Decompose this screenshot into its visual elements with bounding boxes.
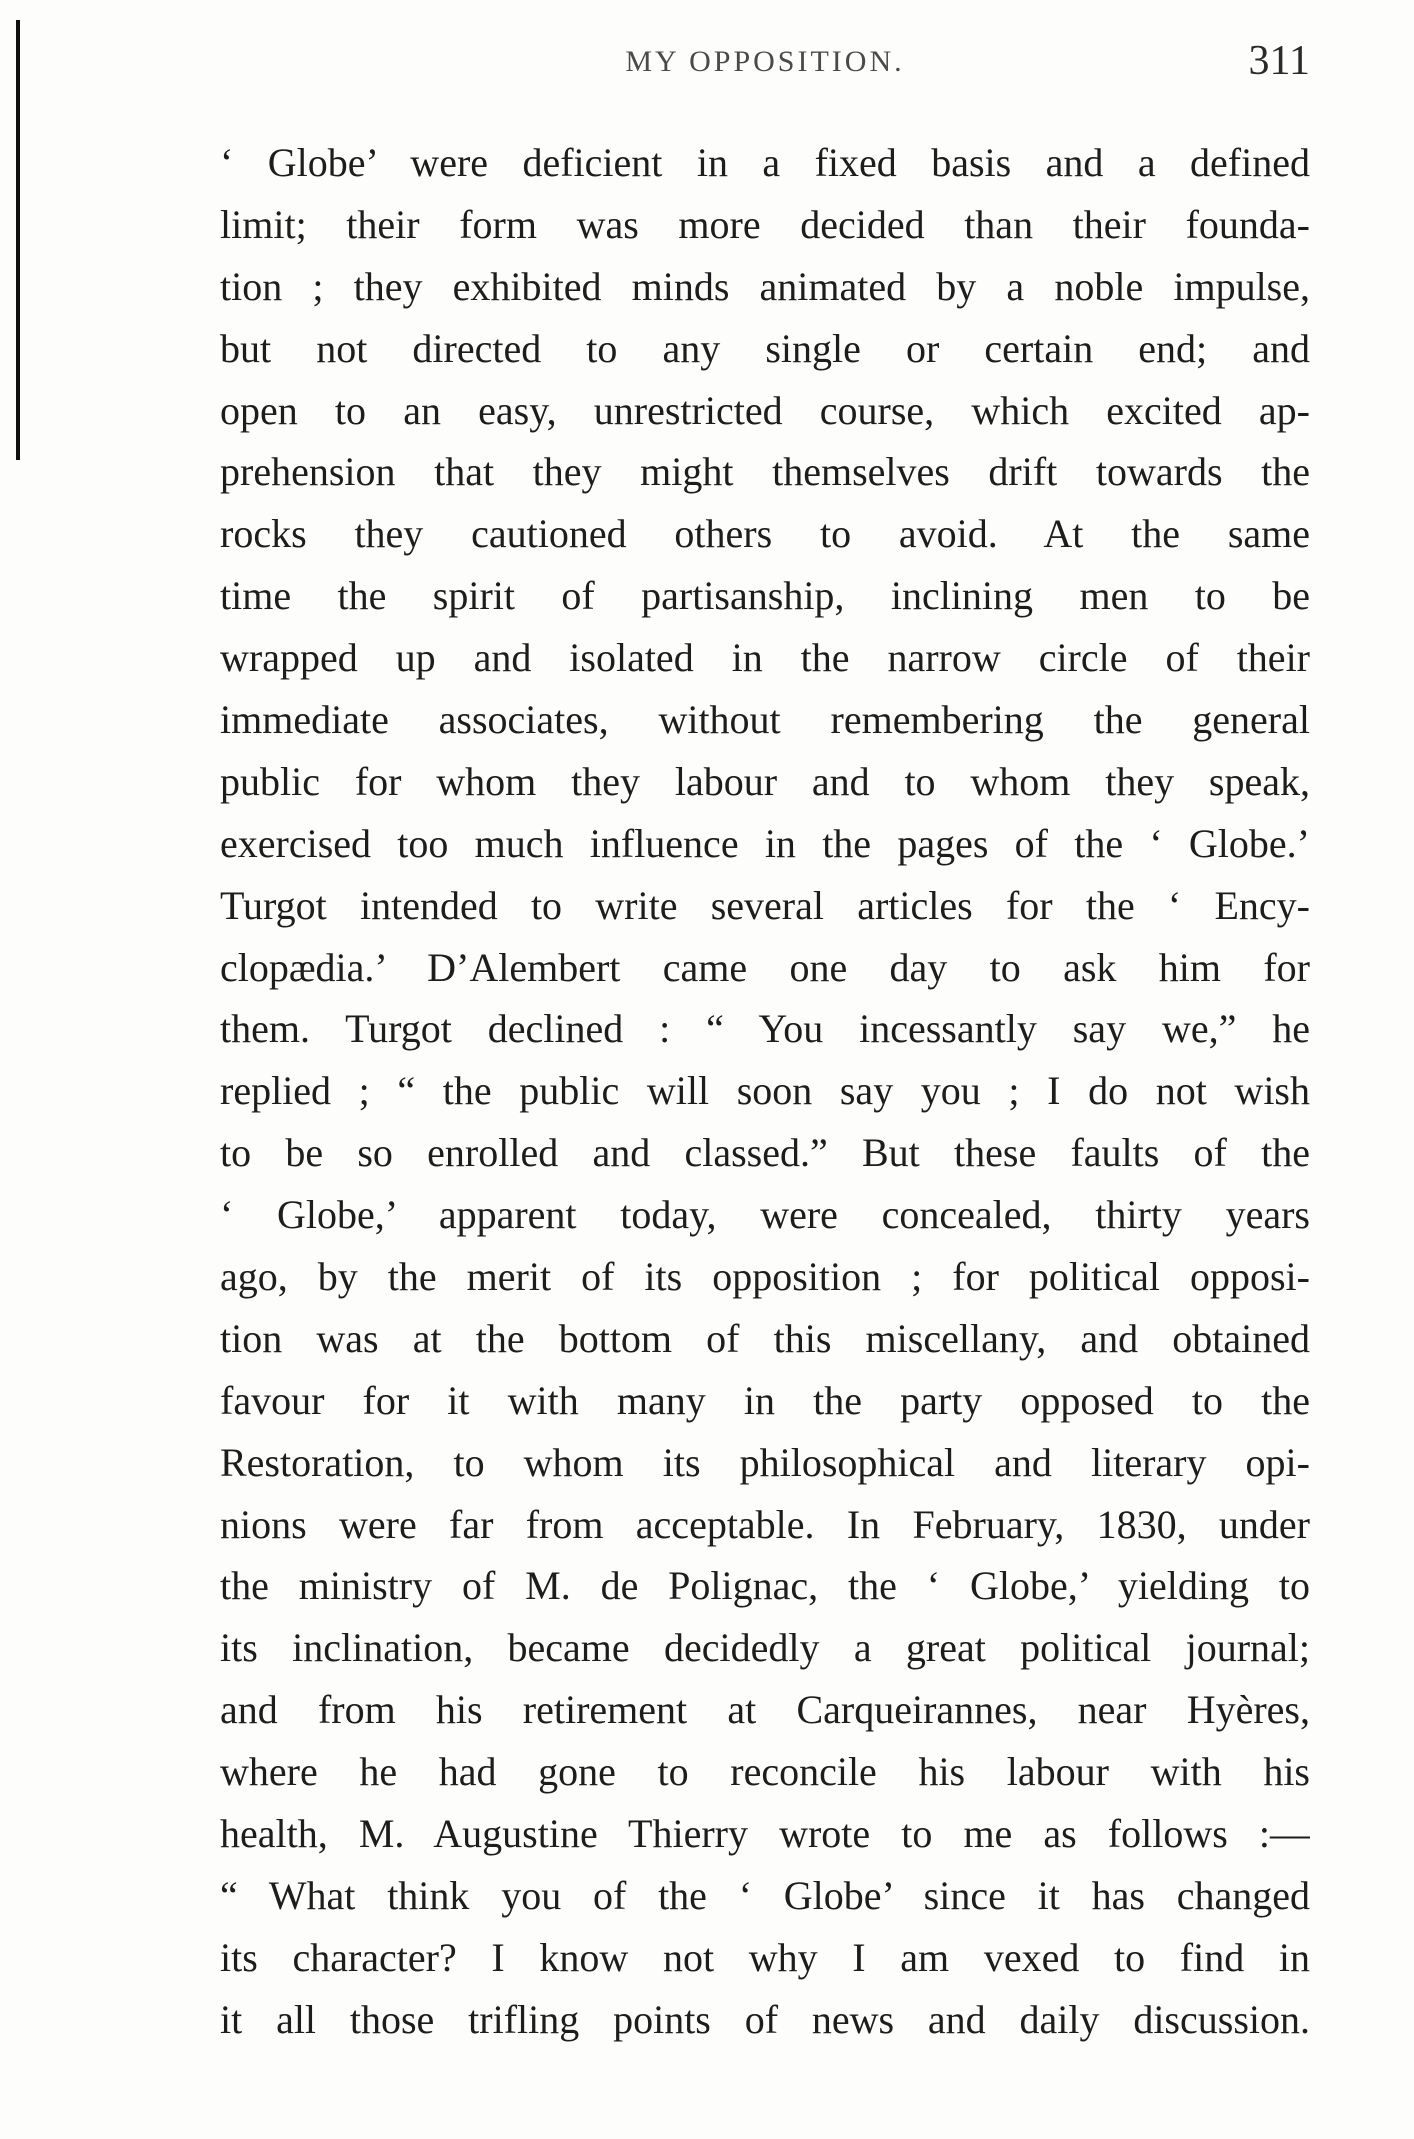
text-line: tion ; they exhibited minds animated by a noble impulse, [220, 263, 1310, 309]
text-line: exercised too much influence in the pages of the ‘ Globe.’ [220, 820, 1310, 866]
text-line: wrapped up and isolated in the narrow circle of their [220, 635, 1310, 681]
text-line: but not directed to any single or certain end; and [220, 325, 1310, 371]
text-line: the ministry of M. de Polignac, the ‘ Globe,’ yielding to [220, 1563, 1310, 1609]
text-line: ‘ Globe,’ apparent today, were concealed, thirty years [220, 1192, 1310, 1238]
text-line: Turgot intended to write several articles for the ‘ Ency- [220, 882, 1310, 928]
text-line: ‘ Globe’ were deficient in a fixed basis and a defined [220, 140, 1310, 185]
text-line: clopædia.’ D’Alembert came one day to ask him for [220, 944, 1310, 990]
text-line: time the spirit of partisanship, inclining men to be [220, 573, 1310, 619]
text-line: tion was at the bottom of this miscellany, and obtained [220, 1315, 1310, 1361]
running-title: MY OPPOSITION. [625, 45, 905, 78]
text-line: favour for it with many in the party opposed to the [220, 1377, 1310, 1423]
text-line: open to an easy, unrestricted course, which excited ap- [220, 387, 1310, 433]
text-line: it all those trifling points of news and daily discussion. [220, 1996, 1310, 2042]
text-line: where he had gone to reconcile his labour with his [220, 1749, 1310, 1795]
text-line: its inclination, became decidedly a great political journal; [220, 1625, 1310, 1671]
text-line: and from his retirement at Carqueirannes, near Hyères, [220, 1687, 1310, 1733]
body-text [220, 132, 1310, 2051]
page-number: 311 [1248, 38, 1310, 84]
page-header [220, 38, 1310, 95]
text-line: Restoration, to whom its philosophical and literary opi- [220, 1439, 1310, 1485]
text-line: them. Turgot declined : “ You incessantly say we,” he [220, 1006, 1310, 1052]
text-line: health, M. Augustine Thierry wrote to me as follows :— [220, 1811, 1310, 1857]
text-line: replied ; “ the public will soon say you ; I do not wish [220, 1068, 1310, 1114]
text-line: public for whom they labour and to whom they speak, [220, 758, 1310, 804]
text-line: to be so enrolled and classed.” But these faults of the [220, 1130, 1310, 1176]
text-line: nions were far from acceptable. In February, 1830, under [220, 1501, 1310, 1547]
text-line: prehension that they might themselves drift towards the [220, 449, 1310, 495]
binding-edge-line [16, 20, 20, 460]
text-line: immediate associates, without remembering the general [220, 697, 1310, 743]
text-line: rocks they cautioned others to avoid. At the same [220, 511, 1310, 557]
text-line: limit; their form was more decided than their founda- [220, 201, 1310, 247]
text-line: ago, by the merit of its opposition ; for political opposi- [220, 1254, 1310, 1300]
text-line: its character? I know not why I am vexed to find in [220, 1934, 1310, 1980]
text-line: “ What think you of the ‘ Globe’ since it has changed [220, 1872, 1310, 1918]
